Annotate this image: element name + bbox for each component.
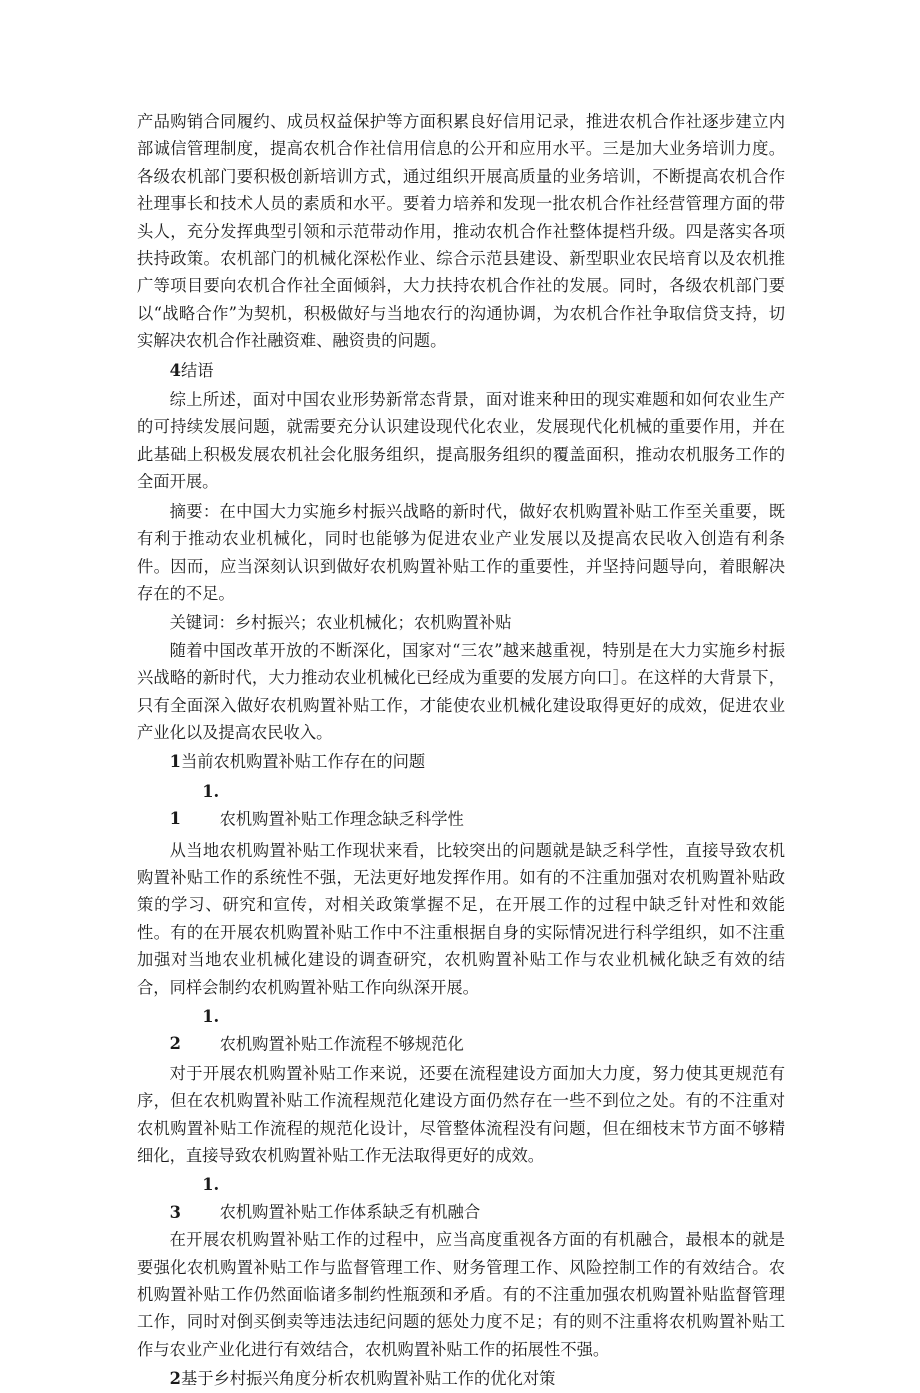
section-heading-countermeasures: [137, 1365, 785, 1392]
paragraph-background: 随着中国改革开放的不断深化，国家对“三农”越来越重视，特别是在大力实施乡村振兴战略的新时代，大力推动农业机械化已经成为重要的发展方向口］。在这样的大背景下，只有全面深入做好农机购置补贴工作，才能使农业机械化建设取得更好的成效，促进农业产业化以及提高农民收入。: [137, 640, 785, 742]
subsection-title: 农机购置补贴工作体系缺乏有机融合: [219, 1202, 481, 1222]
subsection-number: 1.3: [169, 1175, 220, 1222]
subsection-number: 1.2: [169, 1007, 220, 1054]
paragraph-abstract: 摘要：在中国大力实施乡村振兴战略的新时代，做好农机购置补贴工作至关重要，既有利于推动农业机械化，同时也能够为促进农业产业发展以及提高农民收入创造有利条件。因而，应当深刻认识到做好农机购置补贴工作的重要性，并坚持问题导向，着眼解决存在的不足。: [137, 501, 785, 603]
subsection-heading-1-1: [137, 778, 785, 833]
paragraph-conclusion: 综上所述，面对中国农业形势新常态背景，面对谁来种田的现实难题和如何农业生产的可持续发展问题，就需要充分认识建设现代化农业，发展现代化机械的重要作用，并在此基础上积极发展农机社会化服务组织，提高服务组织的覆盖面积，推动农机服务工作的全面开展。: [137, 390, 785, 492]
paragraph-cooperative-measures: 产品购销合同履约、成员权益保护等方面积累良好信用记录，推进农机合作社逐步建立内部诚信管理制度，提高农机合作社信用信息的公开和应用水平。三是加大业务培训力度。各级农机部门要积极创新培训方式，通过组织开展高质量的业务培训，不断提高农机合作社理事长和技术人员的素质和水平。要着力培养和发现一批农机合作社经营管理方面的带头人，充分发挥典型引领和示范带动作用，推动农机合作社整体提档升级。四是落实各项扶持政策。农机部门的机械化深松作业、综合示范县建设、新型职业农民培育以及农机推广等项目要向农机合作社全面倾斜，大力扶持农机合作社的发展。同时，各级农机部门要以“战略合作”为契机，积极做好与当地农行的沟通协调，为农机合作社争取信贷支持，切实解决农机合作社融资难、融资贵的问题。: [137, 112, 785, 351]
document-page: [137, 108, 785, 1393]
section-heading-conclusion: [137, 357, 785, 384]
subsection-title: 农机购置补贴工作理念缺乏科学性: [219, 809, 464, 829]
subsection-title: 农机购置补贴工作流程不够规范化: [219, 1034, 464, 1054]
section-title: 结语: [180, 360, 214, 380]
subsection-heading-1-3: [137, 1171, 785, 1226]
section-number: 1: [169, 752, 181, 772]
section-number: 2: [169, 1369, 181, 1389]
subsection-number: 1.1: [169, 781, 220, 829]
section-title: 当前农机购置补贴工作存在的问题: [180, 752, 426, 772]
section-number: 4: [169, 360, 181, 380]
paragraph-1-1: 从当地农机购置补贴工作现状来看，比较突出的问题就是缺乏科学性，直接导致农机购置补贴工作的系统性不强，无法更好地发挥作用。如有的不注重加强对农机购置补贴政策的学习、研究和宣传，对相关政策掌握不足，在开展工作的过程中缺乏针对性和效能性。有的在开展农机购置补贴工作中不注重根据自身的实际情况进行科学组织，如不注重加强对当地农业机械化建设的调查研究，农机购置补贴工作与农业机械化缺乏有效的结合，同样会制约农机购置补贴工作向纵深开展。: [137, 840, 785, 997]
section-title: 基于乡村振兴角度分析农机购置补贴工作的优化对策: [180, 1369, 556, 1389]
paragraph-1-3: 在开展农机购置补贴工作的过程中，应当高度重视各方面的有机融合，最根本的就是要强化农机购置补贴工作与监督管理工作、财务管理工作、风险控制工作的有效结合。农机购置补贴工作仍然面临诸多制约性瓶颈和矛盾。有的不注重加强农机购置补贴监督管理工作，同时对倒买倒卖等违法违纪问题的惩处力度不足；有的则不注重将农机购置补贴工作与农业产业化进行有效结合，农机购置补贴工作的拓展性不强。: [137, 1230, 785, 1359]
section-heading-problems: [137, 748, 785, 775]
subsection-heading-1-2: [137, 1003, 785, 1058]
paragraph-keywords: 关键词：乡村振兴；农业机械化；农机购置补贴: [169, 613, 512, 633]
paragraph-1-2: 对于开展农机购置补贴工作来说，还要在流程建设方面加大力度，努力使其更规范有序，但在农机购置补贴工作流程规范化建设方面仍然存在一些不到位之处。有的不注重对农机购置补贴工作流程的规范化设计，尽管整体流程没有问题，但在细枝末节方面不够精细化，直接导致农机购置补贴工作无法取得更好的成效。: [137, 1063, 785, 1166]
